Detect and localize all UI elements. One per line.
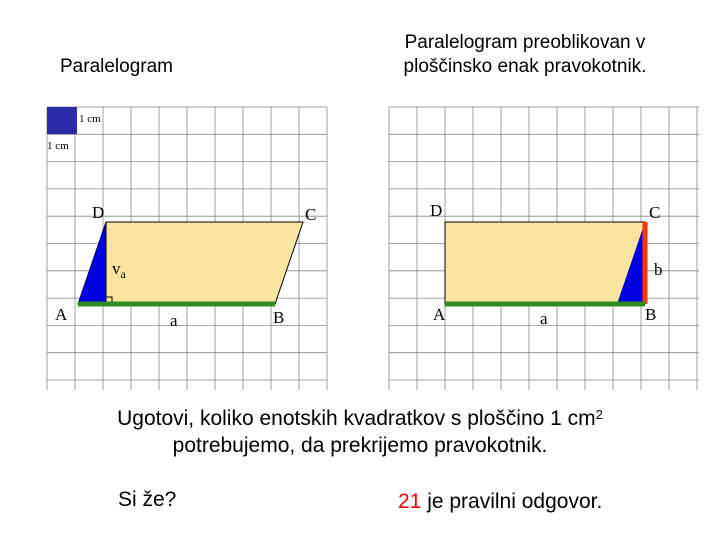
right-title-line-1: Paralelogram preoblikovan v <box>404 32 646 53</box>
question-superscript: 2 <box>595 407 603 422</box>
rectangle <box>445 222 645 304</box>
rect-label-side-a: a <box>540 309 548 328</box>
rect-label-vertex-b: B <box>645 305 657 324</box>
answer-text: je pravilni odgovor. <box>421 490 603 513</box>
question-line-2: potrebujemo, da prekrijemo pravokotnik. <box>172 434 548 457</box>
label-vertex-a: A <box>55 305 68 324</box>
right-title-line-2: ploščinsko enak pravokotnik. <box>403 56 647 77</box>
rect-label-vertex-d: D <box>430 201 443 220</box>
label-vertex-d: D <box>92 203 105 222</box>
question-text <box>60 405 660 459</box>
cut-triangle <box>78 222 106 304</box>
question-line-1-text: Ugotovi, koliko enotskih kvadratkov s ploščino 1 cm <box>117 407 596 430</box>
left-title: Paralelogram <box>60 56 173 77</box>
label-vertex-b: B <box>273 308 285 327</box>
rect-label-side-b: b <box>654 260 663 279</box>
answer-number: 21 <box>398 490 422 513</box>
unit-label-vertical: 1 cm <box>47 140 69 152</box>
rect-label-vertex-c: C <box>649 203 661 222</box>
label-height-main: v <box>112 259 121 278</box>
label-height-sub: a <box>120 267 126 281</box>
unit-square <box>47 107 77 134</box>
question-line-1 <box>60 405 660 432</box>
label-vertex-c: C <box>305 205 317 224</box>
unit-label-horizontal: 1 cm <box>79 113 101 125</box>
rect-label-vertex-a: A <box>433 305 446 324</box>
label-side-a: a <box>170 311 178 330</box>
try-prompt[interactable]: Si že? <box>118 488 177 511</box>
answer-prompt <box>398 490 602 514</box>
